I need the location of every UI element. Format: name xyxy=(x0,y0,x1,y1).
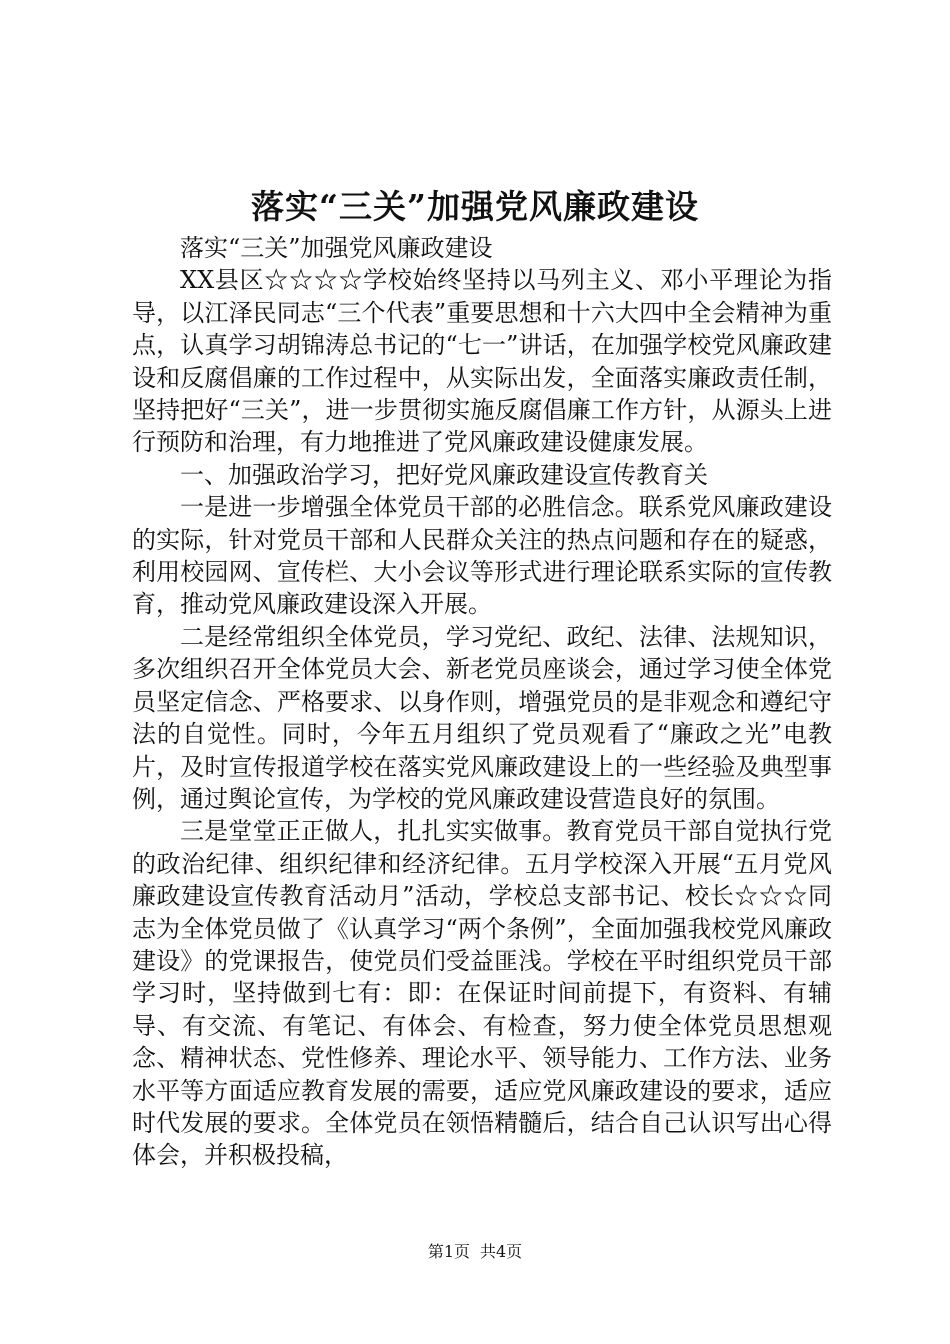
paragraph-point-two: 二是经常组织全体党员，学习党纪、政纪、法律、法规知识，多次组织召开全体党员大会、新老党员座谈会，通过学习使全体党员坚定信念、严格要求、以身作则，增强党员的是非观念和遵纪守法的自觉性。同时，今年五月组织了党员观看了“廉政之光”电教片，及时宣传报道学校在落实党风廉政建设上的一些经验及典型事例，通过舆论宣传，为学校的党风廉政建设营造良好的氛围。 xyxy=(132,622,832,813)
document-title: 落实“三关”加强党风廉政建设 xyxy=(251,187,699,226)
document-body xyxy=(132,232,832,1172)
paragraph-point-three: 三是堂堂正正做人，扎扎实实做事。教育党员干部自觉执行党的政治纪律、组织纪律和经济纪律。五月学校深入开展“五月党风廉政建设宣传教育活动月”活动，学校总支部书记、校长☆☆☆同志为全体党员做了《认真学习“两个条例”，全面加强我校党风廉政建设》的党课报告，使党员们受益匪浅。学校在平时组织党员干部学习时，坚持做到七有：即：在保证时间前提下，有资料、有辅导、有交流、有笔记、有体会、有检查，努力使全体党员思想观念、精神状态、党性修养、理论水平、领导能力、工作方法、业务水平等方面适应教育发展的需要，适应党风廉政建设的要求，适应时代发展的要求。全体党员在领悟精髓后，结合自己认识写出心得体会，并积极投稿， xyxy=(132,817,832,1170)
page-footer xyxy=(0,1240,950,1264)
page-total: 共4页 xyxy=(480,1242,523,1261)
page-number: 第1页 xyxy=(427,1242,470,1261)
section-heading: 一、加强政治学习，把好党风廉政建设宣传教育关 xyxy=(180,460,708,489)
paragraph-intro: XX县区☆☆☆☆学校始终坚持以马列主义、邓小平理论为指导，以江泽民同志“三个代表”重要思想和十六大四中全会精神为重点，认真学习胡锦涛总书记的“七一”讲话，在加强学校党风廉政建设和反腐倡廉的工作过程中，从实际出发，全面落实廉政责任制，坚持把好“三关”，进一步贯彻实施反腐倡廉工作方针，从源头上进行预防和治理，有力地推进了党风廉政建设健康发展。 xyxy=(132,266,832,457)
paragraph-point-one: 一是进一步增强全体党员干部的必胜信念。联系党风廉政建设的实际，针对党员干部和人民群众关注的热点问题和存在的疑惑，利用校园网、宣传栏、大小会议等形式进行理论联系实际的宣传教育，推动党风廉政建设深入开展。 xyxy=(132,493,832,619)
paragraph-subtitle: 落实“三关”加强党风廉政建设 xyxy=(180,234,493,262)
